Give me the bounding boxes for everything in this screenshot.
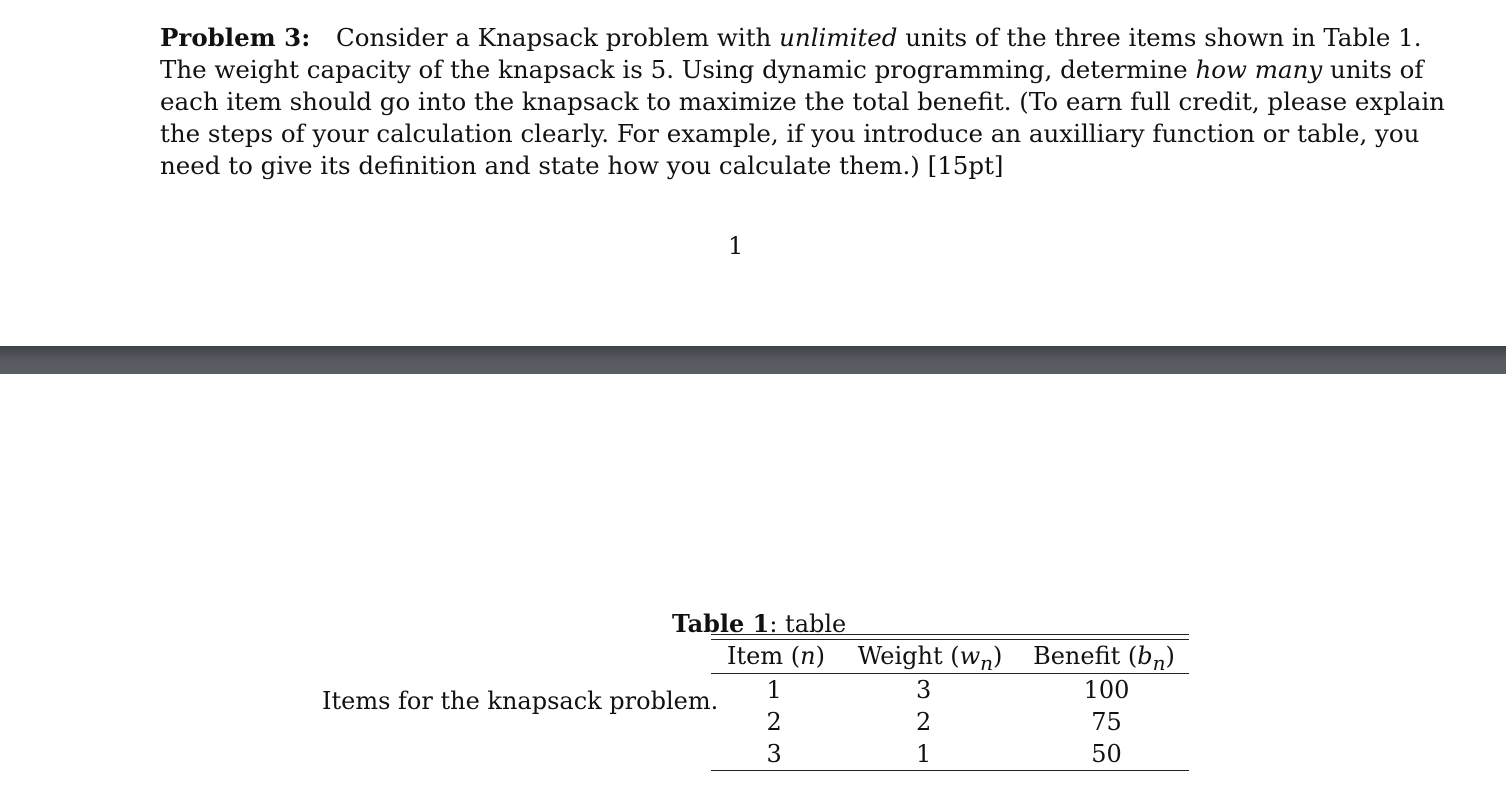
- table-caption-text: : table: [769, 610, 847, 638]
- table-caption-label: Table 1: [672, 609, 770, 638]
- problem-text: The weight capacity of the knapsack is 5. Using dynamic programming, determine: [160, 55, 1188, 84]
- problem-label: Problem 3:: [160, 23, 311, 52]
- problem-line-1: [160, 22, 1422, 54]
- header-weight: Weight $(w_n)$: [857, 642, 1003, 675]
- emphasis-how-many: how many: [1195, 55, 1323, 84]
- header-item: Item (n): [727, 642, 825, 670]
- problem-statement: [160, 22, 1445, 182]
- cell-benefit: 50: [1091, 740, 1122, 768]
- table-side-caption: Items for the knapsack problem.: [322, 687, 719, 715]
- table-header-row: [711, 640, 1189, 673]
- cell-item: 1: [766, 676, 782, 704]
- table-top-rule: [711, 634, 1189, 635]
- cell-item: 3: [766, 740, 782, 768]
- page-separator: [0, 346, 1506, 374]
- table-row: [711, 706, 1189, 738]
- problem-text: Consider a Knapsack problem with: [336, 23, 772, 52]
- table-row: [711, 738, 1189, 770]
- document-page-1: [0, 0, 1506, 346]
- cell-weight: 2: [915, 708, 932, 736]
- cell-benefit: 100: [1083, 676, 1130, 704]
- problem-text: units of the three items shown in Table 1.: [905, 23, 1422, 52]
- problem-line-3: each item should go into the knapsack to maximize the total benefit. (To earn full credit, please explain: [160, 87, 1445, 116]
- cell-weight: 3: [915, 676, 932, 704]
- table-row: [711, 674, 1189, 706]
- header-benefit: Benefit $(b_n)$: [1033, 642, 1175, 675]
- problem-line-5: need to give its definition and state how you calculate them.) [15pt]: [160, 151, 1004, 180]
- table-bottom-rule: [711, 770, 1189, 771]
- emphasis-unlimited: unlimited: [779, 23, 898, 52]
- knapsack-items-table: [711, 634, 1189, 771]
- problem-line-2: [160, 54, 1424, 86]
- page-number: 1: [728, 232, 744, 260]
- problem-text: units of: [1330, 55, 1424, 84]
- cell-item: 2: [766, 708, 782, 736]
- problem-line-4: the steps of your calculation clearly. For example, if you introduce an auxilliary function or table, you: [160, 119, 1420, 148]
- cell-weight: 1: [915, 740, 932, 768]
- cell-benefit: 75: [1091, 708, 1122, 736]
